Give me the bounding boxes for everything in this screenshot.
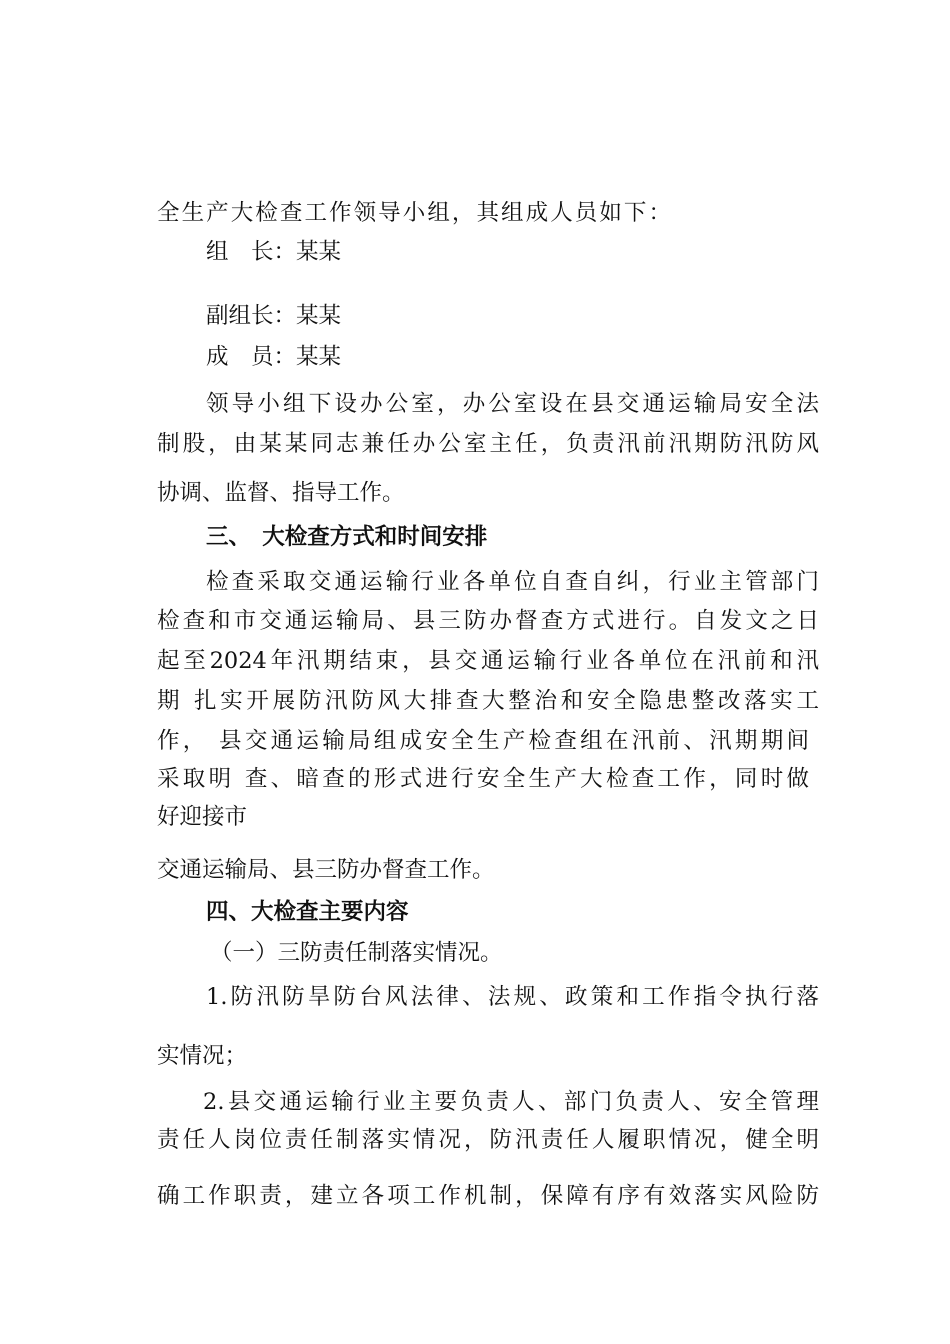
text-line: 检查采取交通运输行业各单位自查自纠，行业主管部门 <box>206 569 819 595</box>
text-line: 确工作职责，建立各项工作机制，保障有序有效落实风险防 <box>157 1183 819 1209</box>
text-line: 成 员：某某 <box>206 344 342 370</box>
text-line: 全生产大检查工作领导小组，其组成人员如下： <box>157 200 671 226</box>
text-line: 作， 县交通运输局组成安全生产检查组在汛前、汛期期间 <box>157 728 809 754</box>
section-heading: 四、大检查主要内容 <box>206 899 409 925</box>
text-line: 交通运输局、县三防办督查工作。 <box>157 857 495 883</box>
text-line: 责任人岗位责任制落实情况，防汛责任人履职情况，健全明 <box>157 1127 819 1153</box>
text-line: 协调、监督、指导工作。 <box>157 480 405 506</box>
text-line: 领导小组下设办公室，办公室设在县交通运输局安全法 <box>206 391 819 417</box>
text-line: 2.县交通运输行业主要负责人、部门负责人、安全管理 <box>203 1089 819 1115</box>
text-line: 实情况； <box>157 1043 248 1069</box>
text-line: 采取明 查、暗查的形式进行安全生产大检查工作，同时做 <box>157 766 809 792</box>
text-line: 期 扎实开展防汛防风大排查大整治和安全隐患整改落实工 <box>157 688 819 714</box>
text-line: 1.防汛防旱防台风法律、法规、政策和工作指令执行落 <box>206 984 819 1010</box>
text-line: 制股，由某某同志兼任办公室主任，负责汛前汛期防汛防风 <box>157 431 819 457</box>
text-line: 组 长：某某 <box>206 239 342 265</box>
text-line: 副组长：某某 <box>206 303 342 329</box>
section-heading: 三、 大检查方式和时间安排 <box>206 524 488 550</box>
text-line: 起至2024年汛期结束，县交通运输行业各单位在汛前和汛 <box>157 648 819 674</box>
text-line: （一）三防责任制落实情况。 <box>210 940 503 966</box>
text-line: 检查和市交通运输局、县三防办督查方式进行。自发文之日 <box>157 608 819 634</box>
text-line: 好迎接市 <box>157 804 248 830</box>
